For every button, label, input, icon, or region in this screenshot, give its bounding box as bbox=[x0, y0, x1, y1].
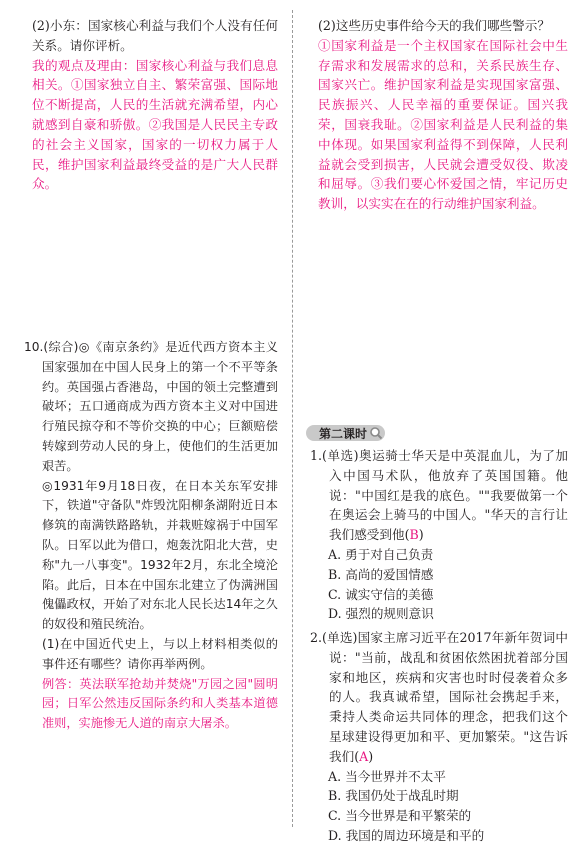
right-q2-answer: ①国家利益是一个主权国家在国际社会中生存需求和发展需求的总和，关系民族生存、国家兴亡。维护国家利益是实现国家富强、民族振兴、人民幸福的重要保证。国兴我荣，国衰我耻。②国家利益是人民利益的集中体现。如果国家利益得不到保障，人民利益就会受到损害，人民就会遭受奴役、欺凌和屈辱。③我们要心怀爱国之情，牢记历史教训，以实实在在的行动维护国家利益。 bbox=[318, 37, 568, 212]
left-q2-answer: 我的观点及理由：国家核心利益与我们息息相关。①国家独立自主、繁荣富强、国际地位不断提高，人民的生活就充满希望，内心就感到自豪和骄傲。②我国是人民民主专政的社会主义国家，国家的一切权力属于人民，维护国家利益最终受益的是广大人民群众。 bbox=[32, 57, 278, 192]
q2-stem-close: ) bbox=[368, 748, 374, 764]
q2-option-a: A. 当今世界并不太平 bbox=[328, 768, 446, 784]
magnifier-icon bbox=[369, 426, 383, 440]
q1-option-c: C. 诚实守信的美德 bbox=[328, 586, 434, 602]
q1-option-d: D. 强烈的规则意识 bbox=[328, 606, 434, 622]
q1-answer: B bbox=[409, 527, 419, 543]
q1-option-b: B. 高尚的爱国情感 bbox=[328, 566, 434, 582]
q1-stem-text: (单选)奥运骑士华天是中英混血儿，为了加入中国马术队，他放弃了英国国籍。他说："中国红是我的底色。""我要做第一个在奥运会上骑马的中国人。"华天的言行让我们感受到他( bbox=[322, 448, 568, 543]
q2-stem bbox=[310, 628, 568, 767]
left-q2-block bbox=[24, 16, 278, 194]
q2-option-b: B. 我国仍处于战乱时期 bbox=[328, 788, 459, 804]
q10-intro bbox=[24, 338, 278, 477]
q2-option-d: D. 我国的周边环境是和平的 bbox=[328, 827, 485, 843]
q2-number: 2. bbox=[310, 630, 323, 645]
q10-number: 10. bbox=[24, 340, 44, 354]
right-q1-block bbox=[310, 446, 568, 624]
q10-material-2: ◎1931年9月18日夜，在日本关东军安排下，铁道"守备队"炸毁沈阳柳条湖附近日本修筑的南满铁路路轨，并栽赃嫁祸于中国军队。日军以此为借口，炮轰沈阳北大营，史称"九一八事变"。1932年2月，东北全境沦陷。此后，日本在中国东北建立了伪满洲国傀儡政权，开始了对东北人民长达14年之久的奴役和殖民统治。 bbox=[42, 478, 278, 632]
q10-block bbox=[24, 338, 278, 734]
q2-option-c: C. 当今世界是和平繁荣的 bbox=[328, 808, 472, 824]
left-q2-prompt: (2)小东：国家核心利益与我们个人没有任何关系。请你评析。 bbox=[32, 18, 278, 53]
q1-option-a: A. 勇于对自己负责 bbox=[328, 546, 434, 562]
right-q2-prompt: (2)这些历史事件给今天的我们哪些警示？ bbox=[318, 18, 550, 33]
q10-sub1: (1)在中国近代史上，与以上材料相类似的事件还有哪些？请你再举两例。 bbox=[42, 636, 278, 671]
q1-stem bbox=[310, 446, 568, 545]
right-q2-choice-block bbox=[310, 628, 568, 846]
q1-stem-close: ) bbox=[418, 527, 424, 543]
q10-intro-text: (综合)◎《南京条约》是近代西方资本主义国家强加在中国人民身上的第一个不平等条约。英国强占香港岛，中国的领土完整遭到破坏；五口通商成为西方资本主义对中国进行殖民掠夺和不等价交换的中心；巨额赔偿转嫁到劳动人民的身上，使他们的生活更加艰苦。 bbox=[42, 340, 278, 473]
right-q2-block bbox=[310, 16, 568, 214]
column-divider bbox=[292, 10, 293, 827]
q2-stem-text: (单选)国家主席习近平在2017年新年贺词中说："当前，战乱和贫困依然困扰着部分国家和地区，疾病和灾害也时时侵袭着众多的人。我真诚希望，国际社会携起手来，秉持人类命运共同体的理念，把我们这个星球建设得更加和平、更加繁荣。"这告诉我们( bbox=[322, 630, 568, 764]
section-badge bbox=[305, 424, 385, 442]
q10-sub1-answer: 例答：英法联军抢劫并焚烧"万园之园"圆明园；日军公然违反国际条约和人类基本道德准则，实施惨无人道的南京大屠杀。 bbox=[42, 676, 278, 731]
section-badge-text: 第二课时 bbox=[319, 427, 368, 441]
q1-number: 1. bbox=[310, 448, 323, 463]
q2-answer: A bbox=[359, 748, 369, 764]
